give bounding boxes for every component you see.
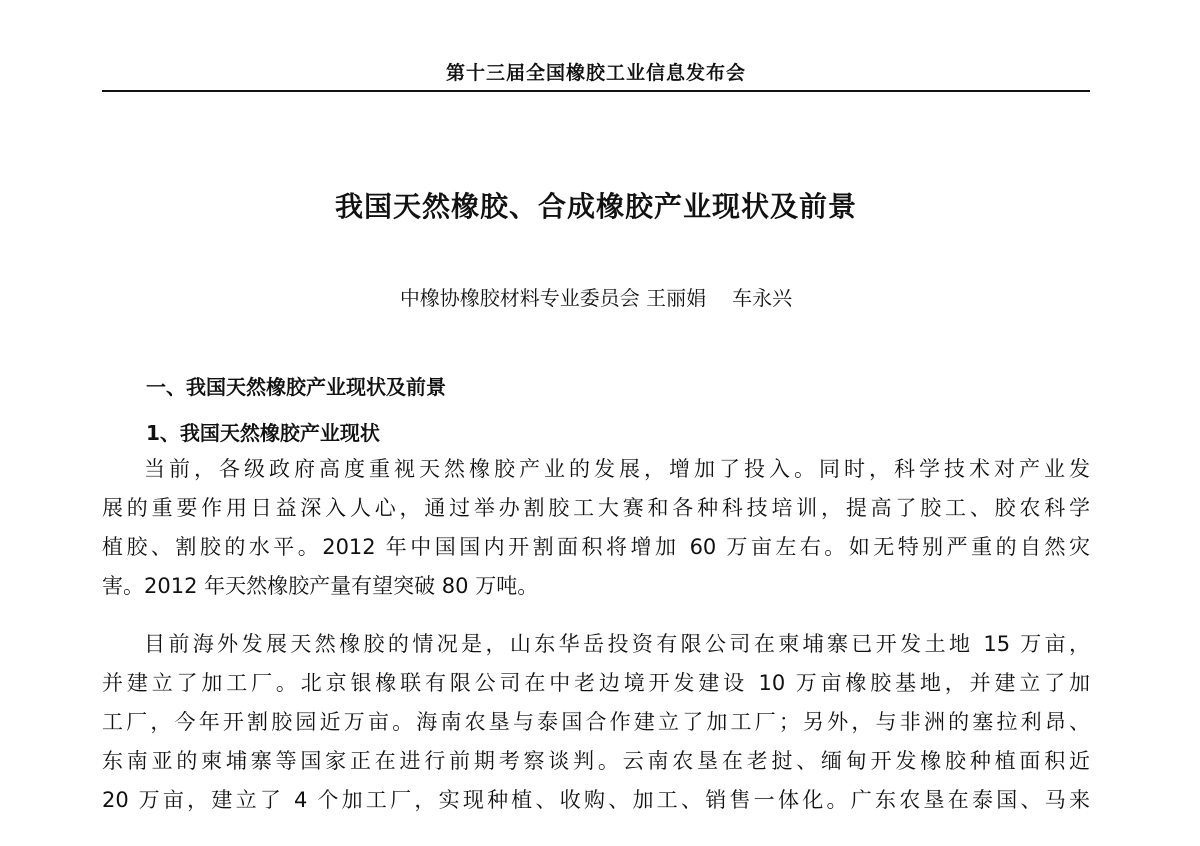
running-header: 第十三届全国橡胶工业信息发布会 <box>445 62 746 84</box>
author-line <box>102 282 1090 311</box>
text-line: 东南亚的柬埔寨等国家正在进行前期考察谈判。云南农垦在老挝、缅甸开发橡胶种植面积近 <box>102 749 1090 773</box>
text-line: 害。2012 年天然橡胶产量有望突破 80 万吨。 <box>102 574 539 598</box>
section-heading: 一、我国天然橡胶产业现状及前景 <box>146 375 446 399</box>
article-title: 我国天然橡胶、合成橡胶产业现状及前景 <box>334 190 857 223</box>
text-line: 植胶、割胶的水平。2012 年中国国内开割面积将增加 60 万亩左右。如无特别严重的自然灾 <box>102 535 1090 559</box>
text-line: 20 万亩，建立了 4 个加工厂，实现种植、收购、加工、销售一体化。广东农垦在泰国、马来 <box>102 788 1090 812</box>
subsection-heading: 1、我国天然橡胶产业现状 <box>146 421 380 445</box>
text-line: 并建立了加工厂。北京银橡联有限公司在中老边境开发建设 10 万亩橡胶基地，并建立了加 <box>102 671 1090 695</box>
author-name-1: 王丽娟 <box>646 286 707 310</box>
paragraph-2 <box>102 625 1090 820</box>
text-line: 展的重要作用日益深入人心，通过举办割胶工大赛和各种科技培训，提高了胶工、胶农科学 <box>102 496 1090 520</box>
text-line: 目前海外发展天然橡胶的情况是，山东华岳投资有限公司在柬埔寨已开发土地 15 万亩， <box>144 632 1090 656</box>
affiliation: 中橡协橡胶材料专业委员会 <box>399 286 640 310</box>
text-line: 工厂，今年开割胶园近万亩。海南农垦与泰国合作建立了加工厂；另外，与非洲的塞拉利昂、 <box>102 710 1090 734</box>
text-line: 当前，各级政府高度重视天然橡胶产业的发展，增加了投入。同时，科学技术对产业发 <box>144 457 1090 481</box>
header-rule <box>102 90 1090 92</box>
author-name-2: 车永兴 <box>732 286 793 310</box>
paragraph-1 <box>102 450 1090 606</box>
